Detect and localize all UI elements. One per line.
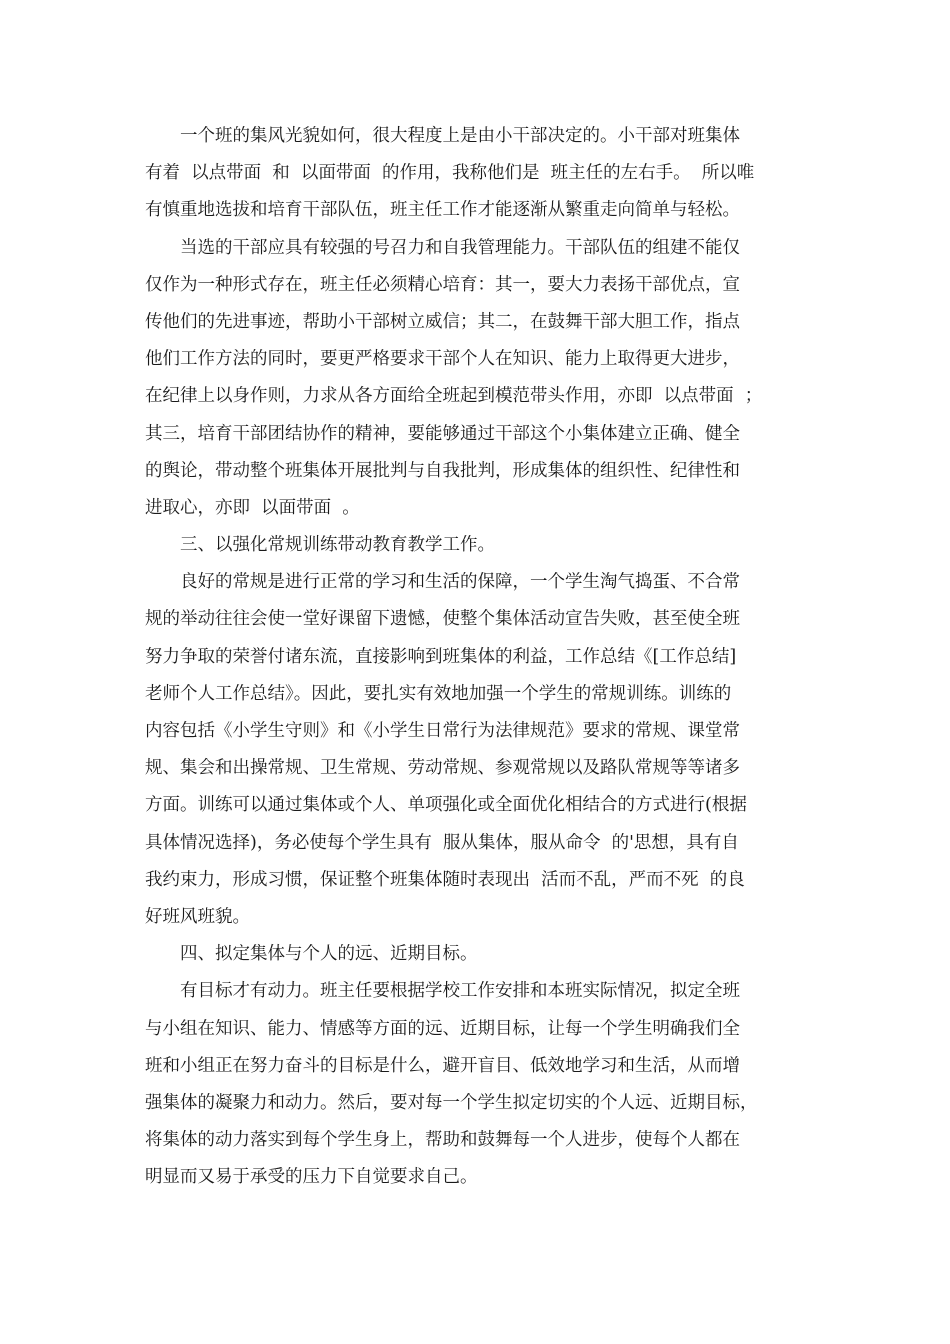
text-line: 我约束力，形成习惯，保证整个班集体随时表现出 活而不乱，严而不死 的良 xyxy=(145,869,745,890)
section-heading: 四、拟定集体与个人的远、近期目标。 xyxy=(145,944,478,965)
text-line: 仅作为一种形式存在，班主任必须精心培育：其一，要大力表扬干部优点，宣 xyxy=(145,274,740,295)
text-line: 的舆论，带动整个班集体开展批判与自我批判，形成集体的组织性、纪律性和 xyxy=(145,460,740,481)
text-line: 规、集会和出操常规、卫生常规、劳动常规、参观常规以及路队常规等等诸多 xyxy=(145,758,740,779)
text-line: 一个班的集风光貌如何，很大程度上是由小干部决定的。小干部对班集体 xyxy=(145,126,740,146)
text-line: 内容包括《小学生守则》和《小学生日常行为法律规范》要求的常规、课堂常 xyxy=(145,721,740,741)
body-text xyxy=(145,118,815,1196)
text-line: 老师个人工作总结》。因此，要扎实有效地加强一个学生的常规训练。训练的 xyxy=(145,683,732,704)
text-line: 努力争取的荣誉付诸东流，直接影响到班集体的利益，工作总结《[工作总结] xyxy=(145,646,737,667)
text-line: 良好的常规是进行正常的学习和生活的保障，一个学生淘气捣蛋、不合常 xyxy=(145,572,740,593)
text-line: 他们工作方法的同时，要更严格要求干部个人在知识、能力上取得更大进步， xyxy=(145,349,740,370)
text-line: 规的举动往往会使一堂好课留下遗憾，使整个集体活动宣告失败，甚至使全班 xyxy=(145,609,740,630)
text-line: 将集体的动力落实到每个学生身上，帮助和鼓舞每一个人进步，使每个人都在 xyxy=(145,1130,740,1151)
text-line: 与小组在知识、能力、情感等方面的远、近期目标，让每一个学生明确我们全 xyxy=(145,1018,740,1039)
text-line: 进取心，亦即 以面带面 。 xyxy=(145,497,360,518)
text-line: 好班风班貌。 xyxy=(145,906,250,927)
text-line: 明显而又易于承受的压力下自觉要求自己。 xyxy=(145,1167,478,1188)
text-line: 其三，培育干部团结协作的精神，要能够通过干部这个小集体建立正确、健全 xyxy=(145,423,740,444)
text-line: 当选的干部应具有较强的号召力和自我管理能力。干部队伍的组建不能仅 xyxy=(145,237,740,258)
text-line: 方面。训练可以通过集体或个人、单项强化或全面优化相结合的方式进行(根据 xyxy=(145,795,747,816)
text-line: 具体情况选择)，务必使每个学生具有 服从集体，服从命令 的'思想，具有自 xyxy=(145,832,739,853)
text-line: 有慎重地选拔和培育干部队伍，班主任工作才能逐渐从繁重走向简单与轻松。 xyxy=(145,200,740,221)
section-heading: 三、以强化常规训练带动教育教学工作。 xyxy=(145,535,495,556)
text-line: 班和小组正在努力奋斗的目标是什么，避开盲目、低效地学习和生活，从而增 xyxy=(145,1055,740,1076)
text-line: 在纪律上以身作则，力求从各方面给全班起到模范带头作用，亦即 以点带面 ； xyxy=(145,386,763,407)
text-line: 有着 以点带面 和 以面带面 的作用，我称他们是 班主任的左右手。 所以唯 xyxy=(145,163,755,184)
text-line: 传他们的先进事迹，帮助小干部树立威信；其二，在鼓舞干部大胆工作，指点 xyxy=(145,311,740,332)
text-line: 强集体的凝聚力和动力。然后，要对每一个学生拟定切实的个人远、近期目标， xyxy=(145,1092,758,1113)
text-line: 有目标才有动力。班主任要根据学校工作安排和本班实际情况，拟定全班 xyxy=(145,981,740,1002)
